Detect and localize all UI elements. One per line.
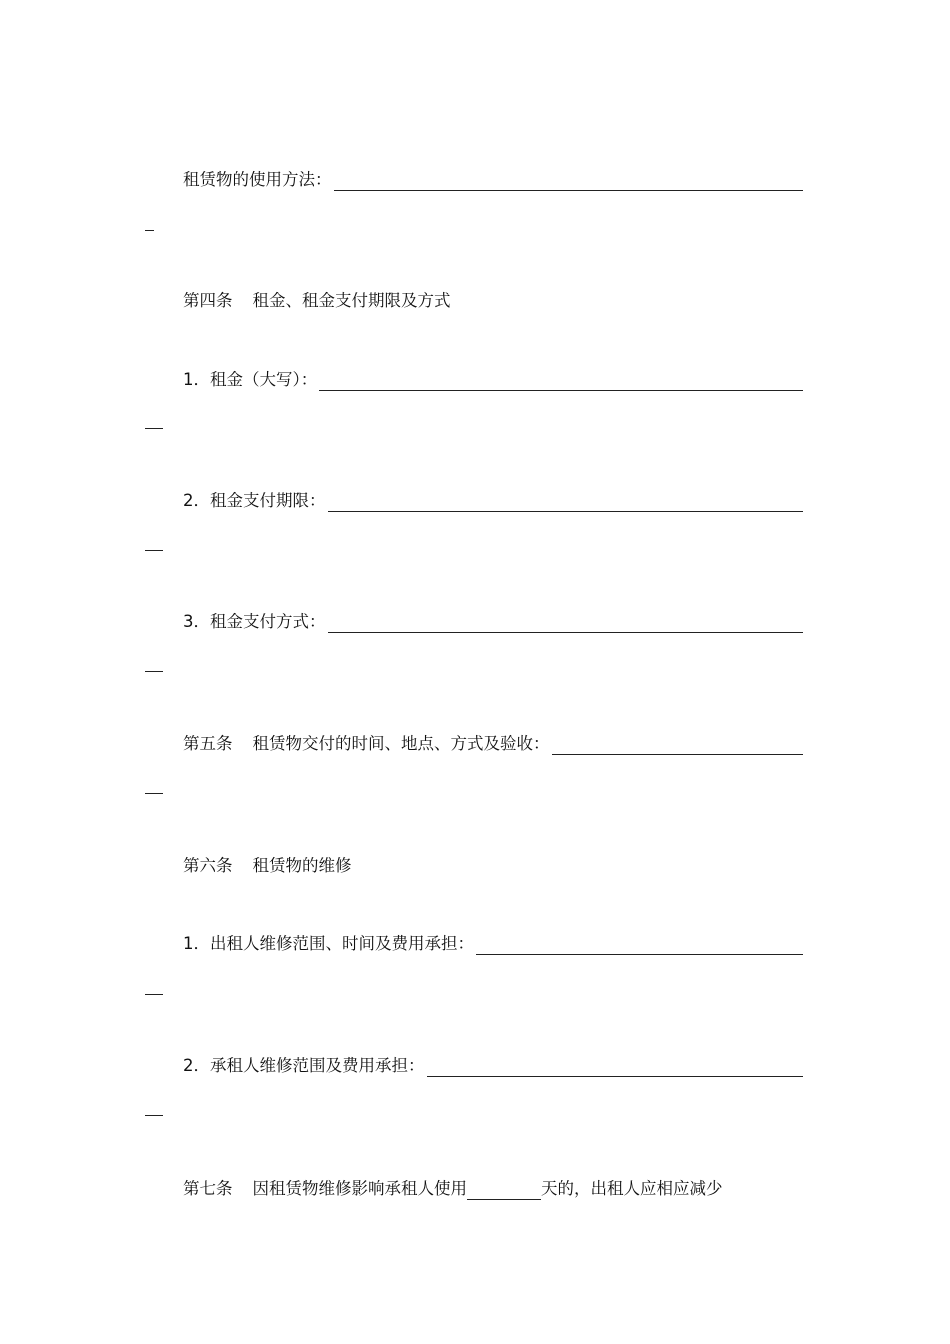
lessee-repair-blank-continuation (145, 1115, 163, 1116)
article-7-days-blank[interactable] (467, 1179, 541, 1200)
rent-period-label: 2．租金支付期限： (183, 491, 326, 510)
article-6-heading (183, 855, 803, 877)
article-4-title: 租金、租金支付期限及方式 (252, 291, 451, 310)
article-7-line (183, 1178, 803, 1200)
usage-method-blank[interactable] (334, 170, 804, 191)
article-7-text-b: 天的，出租人应相应减少 (541, 1179, 723, 1198)
article-7-text-a: 因租赁物维修影响承租人使用 (252, 1179, 467, 1198)
article-5-line (183, 733, 803, 755)
lessee-repair-line (183, 1055, 803, 1077)
usage-method-blank-continuation (145, 230, 154, 231)
article-7-number: 第七条 (183, 1179, 233, 1198)
article-5-title: 租赁物交付的时间、地点、方式及验收： (252, 734, 550, 753)
lessee-repair-label: 2．承租人维修范围及费用承担： (183, 1056, 425, 1075)
usage-method-label: 租赁物的使用方法： (183, 170, 332, 189)
lessor-repair-label: 1．出租人维修范围、时间及费用承担： (183, 934, 474, 953)
rent-period-blank-continuation (145, 550, 163, 551)
rent-amount-label: 1．租金（大写）： (183, 370, 318, 389)
rent-method-line (183, 611, 803, 633)
usage-method-line (183, 169, 803, 191)
rent-method-blank-continuation (145, 671, 163, 672)
lessor-repair-blank-continuation (145, 994, 163, 995)
rent-method-label: 3．租金支付方式： (183, 612, 326, 631)
article-6-title: 租赁物的维修 (252, 856, 352, 875)
rent-amount-line (183, 369, 803, 391)
rent-amount-blank-continuation (145, 428, 163, 429)
article-6-number: 第六条 (183, 856, 233, 875)
lessor-repair-line (183, 933, 803, 955)
lessee-repair-blank[interactable] (427, 1056, 804, 1077)
article-5-number: 第五条 (183, 734, 233, 753)
rent-period-line (183, 490, 803, 512)
article-5-blank[interactable] (552, 734, 804, 755)
article-5-blank-continuation (145, 793, 163, 794)
lessor-repair-blank[interactable] (476, 934, 803, 955)
rent-amount-blank[interactable] (319, 370, 803, 391)
article-4-heading (183, 290, 803, 312)
article-4-number: 第四条 (183, 291, 233, 310)
rent-period-blank[interactable] (328, 491, 804, 512)
rent-method-blank[interactable] (328, 612, 804, 633)
